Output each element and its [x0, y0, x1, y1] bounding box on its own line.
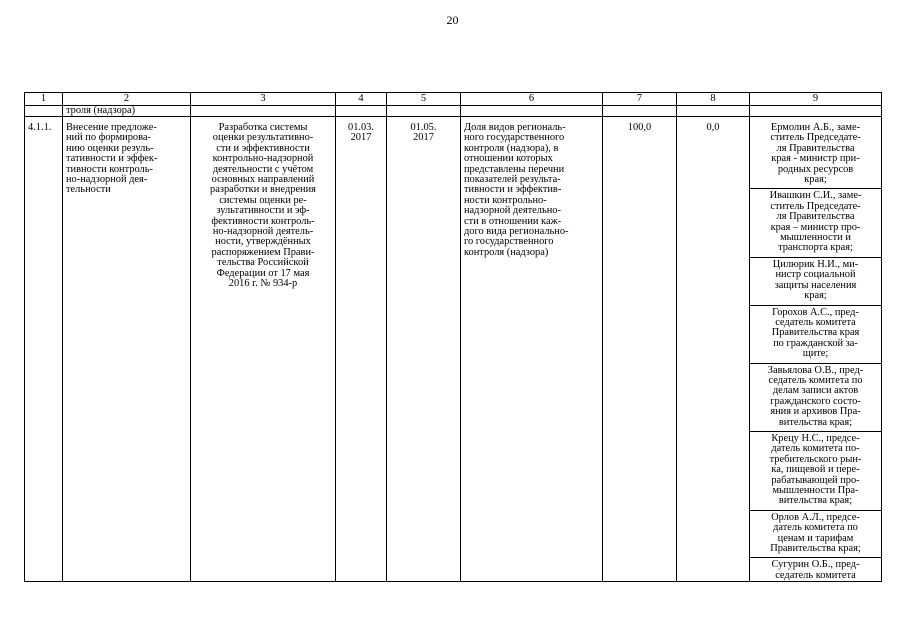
- responsible-line: края;: [804, 174, 827, 186]
- text-line: разработки и внедрения: [210, 184, 316, 196]
- text-line: тивности контроль-: [66, 163, 153, 175]
- responsible-entry: [750, 558, 881, 581]
- text-line: но-надзорной деятель-: [212, 226, 314, 238]
- text-line: но-надзорной дея-: [66, 174, 148, 186]
- responsible-line: края – министр про-: [770, 221, 861, 233]
- responsible-list: [753, 122, 878, 581]
- text-line: ного государственного: [464, 132, 565, 144]
- table-row: [25, 122, 882, 582]
- responsible-entry: [750, 306, 881, 364]
- continuation-text: троля (надзора): [63, 106, 191, 117]
- header-cell-5: 5: [387, 93, 461, 106]
- responsible-line: Ермолин А.Б., заме-: [770, 122, 861, 133]
- responsible-line: Крецу Н.С., предсе-: [771, 432, 860, 444]
- header-cell-1: 1: [25, 93, 63, 106]
- text-line: Разработка системы: [218, 122, 308, 133]
- responsible-cell: [750, 122, 882, 582]
- text-line: 01.05.: [410, 122, 437, 133]
- responsible-line: датель комитета по-: [771, 443, 860, 455]
- text-line: тельства Российской: [217, 257, 309, 269]
- responsible-line: седатель комитета по: [768, 374, 863, 386]
- result-cell: [191, 122, 336, 582]
- responsible-line: Ивашкин С.И., заме-: [769, 190, 862, 202]
- header-cell-4: 4: [336, 93, 387, 106]
- text-line: надзорной деятельно-: [464, 205, 561, 217]
- text-line: системы оценки ре-: [219, 194, 307, 206]
- row-number: 4.1.1.: [25, 122, 63, 582]
- text-line: Внесение предложе-: [66, 122, 157, 133]
- responsible-entry: [750, 122, 881, 189]
- responsible-line: седатель комитета: [775, 316, 856, 328]
- value-base: 0,0: [677, 122, 750, 582]
- responsible-line: яния и архивов Пра-: [770, 406, 861, 418]
- text-line: го государственного: [464, 236, 554, 248]
- continuation-row: [25, 106, 882, 117]
- result-text: [194, 122, 332, 290]
- text-line: 2017: [350, 132, 372, 144]
- text-line: 2016 г. № 934-р: [228, 278, 298, 290]
- responsible-line: ценам и тарифам: [777, 532, 854, 544]
- text-line: ности контрольно-: [464, 194, 547, 206]
- text-line: фективности контроль-: [211, 215, 315, 227]
- text-line: зультативности и эф-: [216, 205, 310, 217]
- text-line: сти в отношении каж-: [464, 215, 562, 227]
- responsible-line: защиты населения: [774, 279, 857, 291]
- text-line: Доля видов региональ-: [464, 122, 566, 133]
- responsible-line: Правительства края: [771, 327, 860, 339]
- text-line: тельности: [66, 184, 111, 196]
- value-target: 100,0: [603, 122, 677, 582]
- responsible-line: родных ресурсов: [777, 163, 854, 175]
- text-line: оценки результативно-: [212, 132, 314, 144]
- responsible-line: требительского рын-: [769, 453, 862, 465]
- indicator-cell: [461, 122, 603, 582]
- responsible-entry: [750, 189, 881, 257]
- header-cell-8: 8: [677, 93, 750, 106]
- responsible-line: края - министр при-: [771, 153, 860, 165]
- responsible-line: вительства края;: [778, 495, 853, 507]
- activity-cell: [63, 122, 191, 582]
- page-number: 20: [446, 13, 459, 27]
- text-line: нию оценки резуль-: [66, 142, 154, 154]
- responsible-line: щите;: [802, 348, 829, 360]
- responsible-line: седатель комитета: [775, 569, 856, 581]
- text-line: Федерации от 17 мая: [216, 267, 310, 279]
- responsible-line: Завьялова О.В., пред-: [767, 364, 864, 376]
- responsible-line: по гражданской за-: [773, 337, 858, 349]
- text-line: сти и эффективности: [216, 142, 310, 154]
- activity-text: [66, 122, 187, 196]
- responsible-line: вительства края;: [778, 416, 853, 428]
- responsible-line: ститель Председате-: [770, 200, 861, 212]
- header-cell-3: 3: [191, 93, 336, 106]
- text-line: контрольно-надзорной: [212, 153, 314, 165]
- text-line: тативности и эффек-: [66, 153, 158, 165]
- indicator-text: [464, 122, 599, 258]
- plan-table: [24, 92, 882, 582]
- end-date: [390, 122, 457, 144]
- text-line: распоряжением Прави-: [211, 246, 315, 258]
- text-line: представлены перечни: [464, 163, 565, 175]
- responsible-line: ка, пищевой и пере-: [771, 464, 860, 476]
- responsible-line: нистр социальной: [775, 269, 856, 281]
- responsible-line: Цилюрик Н.И., ми-: [772, 258, 859, 270]
- responsible-line: ля Правительства: [776, 211, 855, 223]
- text-line: показателей результа-: [464, 174, 561, 186]
- responsible-entry: [750, 258, 881, 306]
- header-cell-7: 7: [603, 93, 677, 106]
- responsible-entry: [750, 432, 881, 511]
- responsible-entry: [750, 511, 881, 559]
- text-line: отношении которых: [464, 153, 553, 165]
- text-line: контроля (надзора), в: [464, 142, 559, 154]
- responsible-line: гражданского состо-: [770, 395, 861, 407]
- responsible-line: Орлов А.Л., предсе-: [771, 511, 860, 523]
- text-line: 2017: [413, 132, 434, 144]
- responsible-line: края;: [804, 290, 827, 302]
- header-cell-6: 6: [461, 93, 603, 106]
- header-cell-2: 2: [63, 93, 191, 106]
- start-date-cell: [336, 122, 387, 582]
- text-line: дого вида регионально-: [464, 226, 569, 238]
- responsible-line: транспорта края;: [778, 242, 853, 254]
- responsible-line: Горохов А.С., пред-: [772, 306, 859, 318]
- text-line: ний по формирова-: [66, 132, 151, 144]
- text-line: ности, утверждённых: [215, 236, 311, 248]
- text-line: 01.03.: [348, 122, 374, 133]
- end-date-cell: [387, 122, 461, 582]
- responsible-line: ститель Председате-: [770, 132, 861, 144]
- responsible-line: ля Правительства: [776, 142, 855, 154]
- text-line: основных направлений: [211, 174, 315, 186]
- header-cell-9: 9: [750, 93, 882, 106]
- start-date: [339, 122, 383, 144]
- responsible-line: мышленности и: [780, 232, 851, 244]
- text-line: тивности и эффектив-: [464, 184, 562, 196]
- responsible-line: рабатывающей про-: [771, 474, 860, 486]
- text-line: деятельности с учётом: [212, 163, 314, 175]
- responsible-line: Правительства края;: [770, 543, 861, 555]
- header-row: [25, 93, 882, 106]
- responsible-line: Сугурин О.Б., пред-: [771, 559, 860, 571]
- responsible-entry: [750, 364, 881, 432]
- responsible-line: мышленности Пра-: [772, 485, 859, 496]
- responsible-line: датель комитета по: [773, 522, 858, 534]
- responsible-line: делам записи актов: [772, 385, 859, 397]
- text-line: контроля (надзора): [464, 246, 549, 258]
